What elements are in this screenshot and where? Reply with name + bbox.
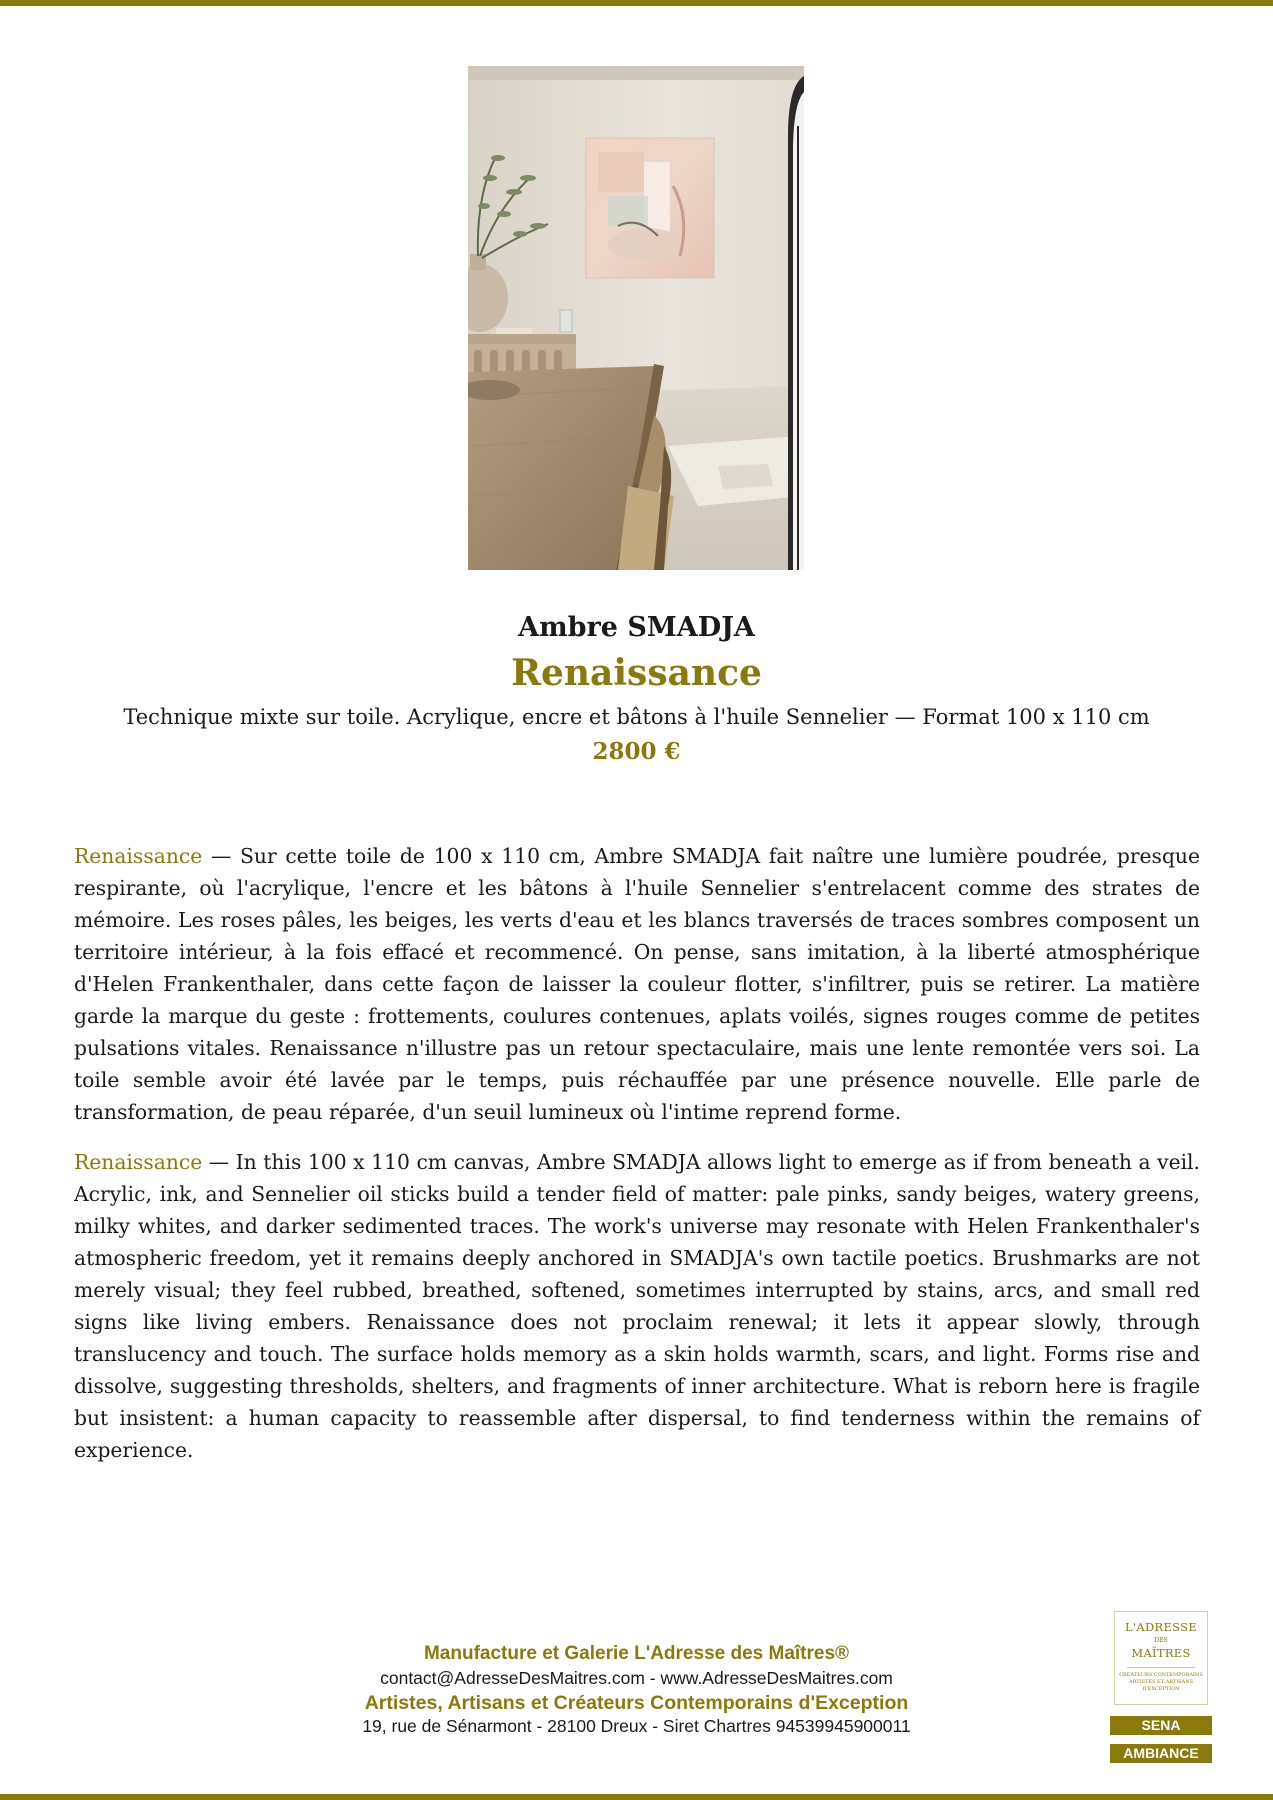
footer-address: 19, rue de Sénarmont - 28100 Dreux - Siret Chartres 94539945900011: [362, 1716, 911, 1736]
artwork-technique: Technique mixte sur toile. Acrylique, encre et bâtons à l'huile Sennelier — Format 100 x 110 cm: [123, 705, 1150, 729]
artwork-price: 2800 €: [592, 738, 681, 765]
description-english: [74, 1146, 1200, 1466]
logo-line-3: MAÎTRES: [1131, 1646, 1191, 1660]
footer-tagline: Artistes, Artisans et Créateurs Contemporains d'Exception: [364, 1692, 909, 1714]
description-french: [74, 840, 1200, 1128]
gallery-logo: [1114, 1611, 1208, 1705]
logo-line-1: L'ADRESSE: [1124, 1620, 1198, 1634]
artist-name: Ambre SMADJA: [518, 612, 755, 643]
bottom-accent-bar: [0, 1794, 1273, 1800]
logo-divider: [1127, 1667, 1195, 1668]
description-english-text: — In this 100 x 110 cm canvas, Ambre SMADJA allows light to emerge as if from beneath a veil. Acrylic, ink, and Sennelier oil sticks build a tender field of matter: pale pinks, sandy beiges, watery greens, milky whites, and darker sedimented traces. The work's universe may resonate with Helen Frankenthaler's atmospheric freedom, yet it remains deeply anchored in SMADJA's own tactile poetics. Brushmarks are not merely visual; they feel rubbed, breathed, softened, sometimes interrupted by stains, arcs, and small red signs like living embers. Renaissance does not proclaim renewal; it lets it appear slowly, through translucency and touch. The surface holds memory as a skin holds warmth, scars, and light. Forms rise and dissolve, suggesting thresholds, shelters, and fragments of inner architecture. What is reborn here is fragile but insistent: a human capacity to reassemble after dispersal, to find tenderness within the remains of experience.: [74, 1150, 1200, 1462]
tag-ambiance: AMBIANCE: [1110, 1744, 1212, 1763]
top-accent-bar: [0, 0, 1273, 6]
description-english-lead: Renaissance: [74, 1150, 203, 1174]
tag-sena: SENA: [1110, 1716, 1212, 1735]
description-french-lead: Renaissance: [74, 844, 203, 868]
footer-gallery-name: Manufacture et Galerie L'Adresse des Maîtres®: [423, 1643, 850, 1664]
description-french-text: — Sur cette toile de 100 x 110 cm, Ambre SMADJA fait naître une lumière poudrée, presque respirante, où l'acrylique, l'encre et les bâtons à l'huile Sennelier s'entrelacent comme des strates de mémoire. Les roses pâles, les beiges, les verts d'eau et les blancs traversés de traces sombres composent un territoire intérieur, à la fois effacé et recommencé. On pense, sans imitation, à la liberté atmosphérique d'Helen Frankenthaler, dans cette façon de laisser la couleur flotter, s'infiltrer, puis se retirer. La matière garde la marque du geste : frottements, coulures contenues, aplats voilés, signes rouges comme de petites pulsations vitales. Renaissance n'illustre pas un retour spectaculaire, mais une lente remontée vers soi. La toile semble avoir été lavée par le temps, puis réchauffée par une présence nouvelle. Elle parle de transformation, de peau réparée, d'un seuil lumineux où l'intime reprend forme.: [74, 844, 1200, 1124]
artwork-title: Renaissance: [511, 652, 762, 694]
artwork-photo: [468, 66, 804, 570]
footer-contact: contact@AdresseDesMaitres.com - www.AdresseDesMaitres.com: [380, 1668, 893, 1688]
logo-line-4: CRÉATEURS CONTEMPORAINS ARTISTES ET ARTISANS D'EXCEPTION: [1119, 1672, 1203, 1692]
logo-line-2: DES: [1154, 1637, 1168, 1644]
